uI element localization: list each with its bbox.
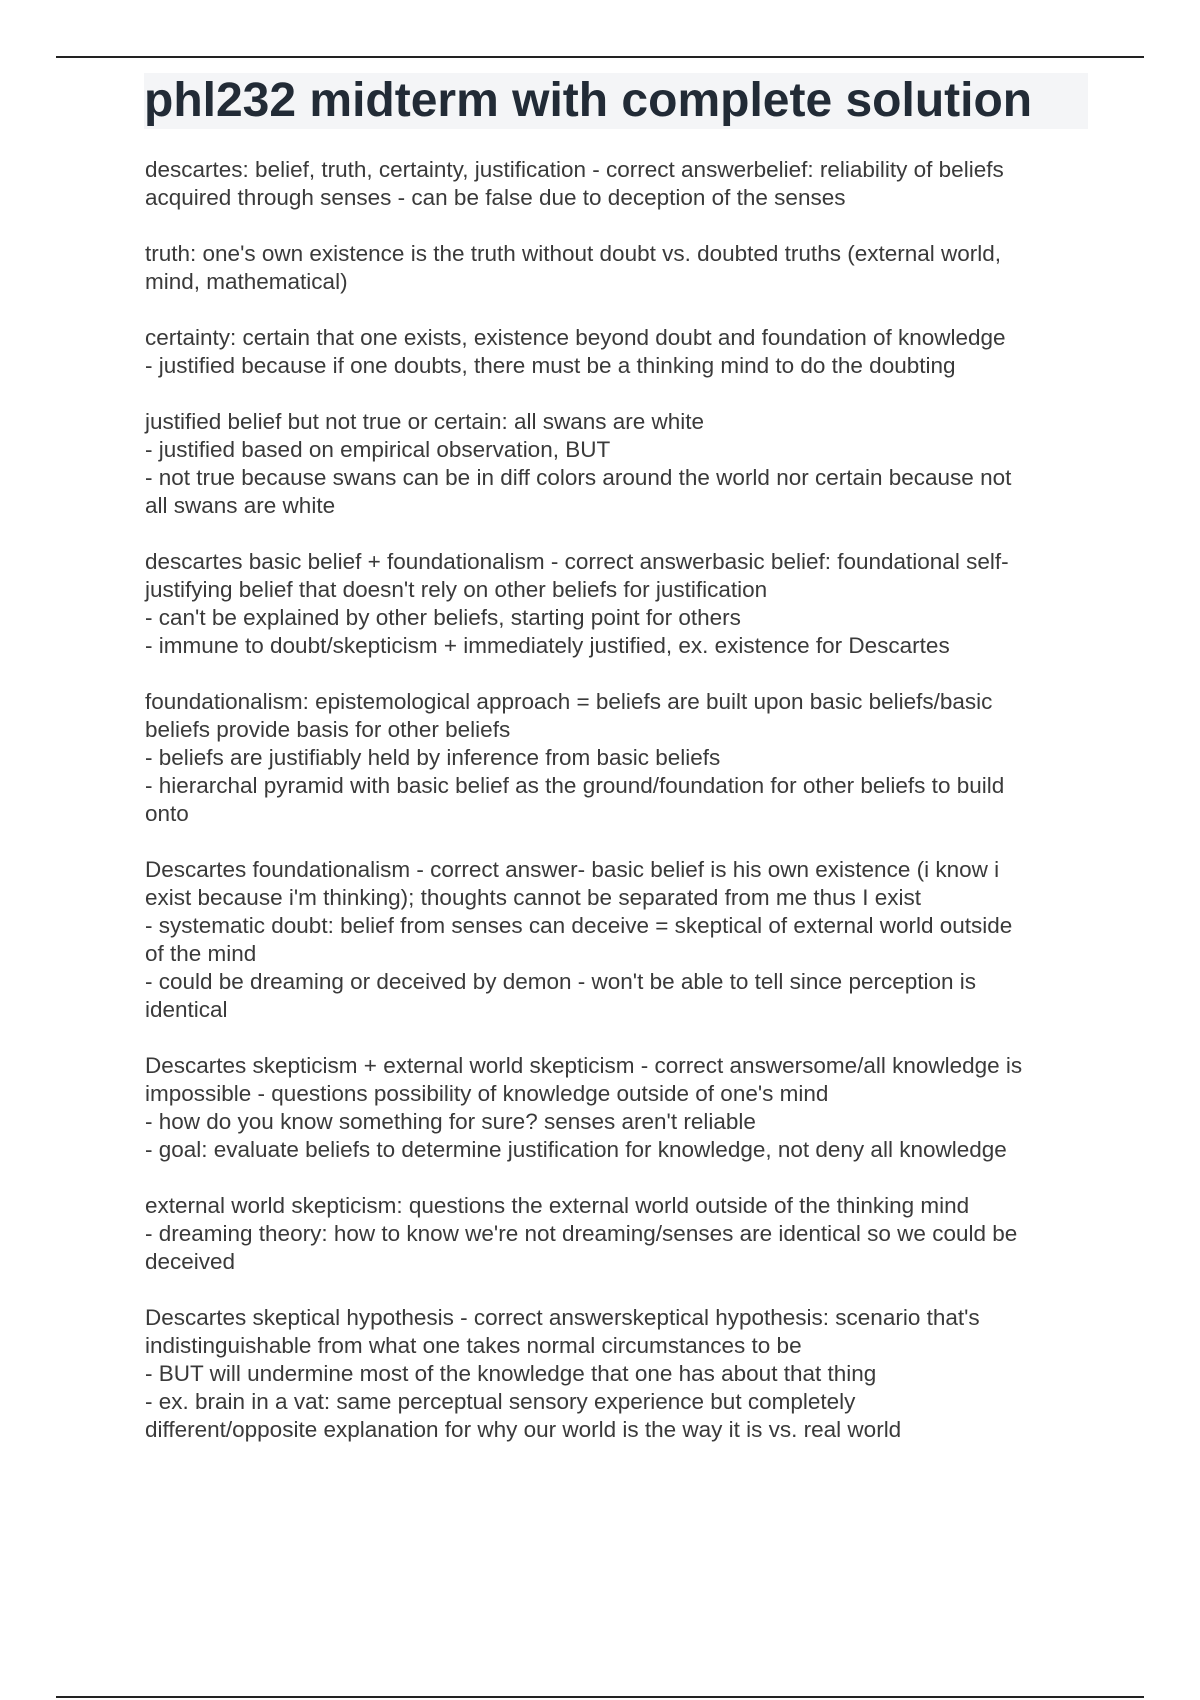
top-divider <box>56 56 1144 58</box>
paragraph <box>145 856 1090 1024</box>
paragraph <box>145 1192 1090 1276</box>
text-line: beliefs provide basis for other beliefs <box>145 717 511 742</box>
text-line: Descartes skepticism + external world skepticism - correct answersome/all knowledge is <box>145 1053 1023 1078</box>
text-line: certainty: certain that one exists, existence beyond doubt and foundation of knowledge <box>145 325 1006 350</box>
paragraph <box>145 408 1090 520</box>
paragraph <box>145 1052 1090 1164</box>
text-line: onto <box>145 801 189 826</box>
text-line: external world skepticism: questions the external world outside of the thinking mind <box>145 1193 970 1218</box>
document-body <box>145 156 1090 1472</box>
paragraph <box>145 324 1090 380</box>
text-line: - not true because swans can be in diff colors around the world nor certain because not <box>145 465 1012 490</box>
text-line: justifying belief that doesn't rely on other beliefs for justification <box>145 577 768 602</box>
text-line: descartes: belief, truth, certainty, justification - correct answerbelief: reliability of beliefs <box>145 157 1004 182</box>
text-line: - could be dreaming or deceived by demon - won't be able to tell since perception is <box>145 969 977 994</box>
text-line: acquired through senses - can be false due to deception of the senses <box>145 185 846 210</box>
page-title: phl232 midterm with complete solution <box>144 74 1033 127</box>
text-line: indistinguishable from what one takes normal circumstances to be <box>145 1333 802 1358</box>
text-line: exist because i'm thinking); thoughts cannot be separated from me thus I exist <box>145 885 921 910</box>
text-line: - ex. brain in a vat: same perceptual sensory experience but completely <box>145 1389 856 1414</box>
text-line: impossible - questions possibility of knowledge outside of one's mind <box>145 1081 829 1106</box>
text-line: - beliefs are justifiably held by inference from basic beliefs <box>145 745 721 770</box>
paragraph <box>145 240 1090 296</box>
text-line: - dreaming theory: how to know we're not dreaming/senses are identical so we could be <box>145 1221 1018 1246</box>
text-line: - BUT will undermine most of the knowledge that one has about that thing <box>145 1361 877 1386</box>
text-line: Descartes foundationalism - correct answer- basic belief is his own existence (i know i <box>145 857 1000 882</box>
text-line: foundationalism: epistemological approach = beliefs are built upon basic beliefs/basic <box>145 689 993 714</box>
text-line: - systematic doubt: belief from senses can deceive = skeptical of external world outside <box>145 913 1013 938</box>
text-line: - justified based on empirical observation, BUT <box>145 437 611 462</box>
title-bar <box>144 73 1088 129</box>
text-line: different/opposite explanation for why our world is the way it is vs. real world <box>145 1417 902 1442</box>
text-line: - immune to doubt/skepticism + immediately justified, ex. existence for Descartes <box>145 633 950 658</box>
text-line: - how do you know something for sure? senses aren't reliable <box>145 1109 756 1134</box>
text-line: mind, mathematical) <box>145 269 348 294</box>
text-line: identical <box>145 997 228 1022</box>
text-line: - can't be explained by other beliefs, starting point for others <box>145 605 741 630</box>
text-line: truth: one's own existence is the truth without doubt vs. doubted truths (external world, <box>145 241 1002 266</box>
paragraph <box>145 1304 1090 1444</box>
text-line: all swans are white <box>145 493 336 518</box>
bottom-divider <box>56 1696 1144 1698</box>
paragraph <box>145 156 1090 212</box>
text-line: descartes basic belief + foundationalism - correct answerbasic belief: foundational self- <box>145 549 1009 574</box>
text-line: - justified because if one doubts, there must be a thinking mind to do the doubting <box>145 353 956 378</box>
text-line: - goal: evaluate beliefs to determine justification for knowledge, not deny all knowledge <box>145 1137 1007 1162</box>
paragraph <box>145 688 1090 828</box>
text-line: Descartes skeptical hypothesis - correct answerskeptical hypothesis: scenario that's <box>145 1305 980 1330</box>
text-line: deceived <box>145 1249 236 1274</box>
paragraph <box>145 548 1090 660</box>
text-line: of the mind <box>145 941 257 966</box>
text-line: - hierarchal pyramid with basic belief as the ground/foundation for other beliefs to build <box>145 773 1005 798</box>
text-line: justified belief but not true or certain: all swans are white <box>145 409 705 434</box>
